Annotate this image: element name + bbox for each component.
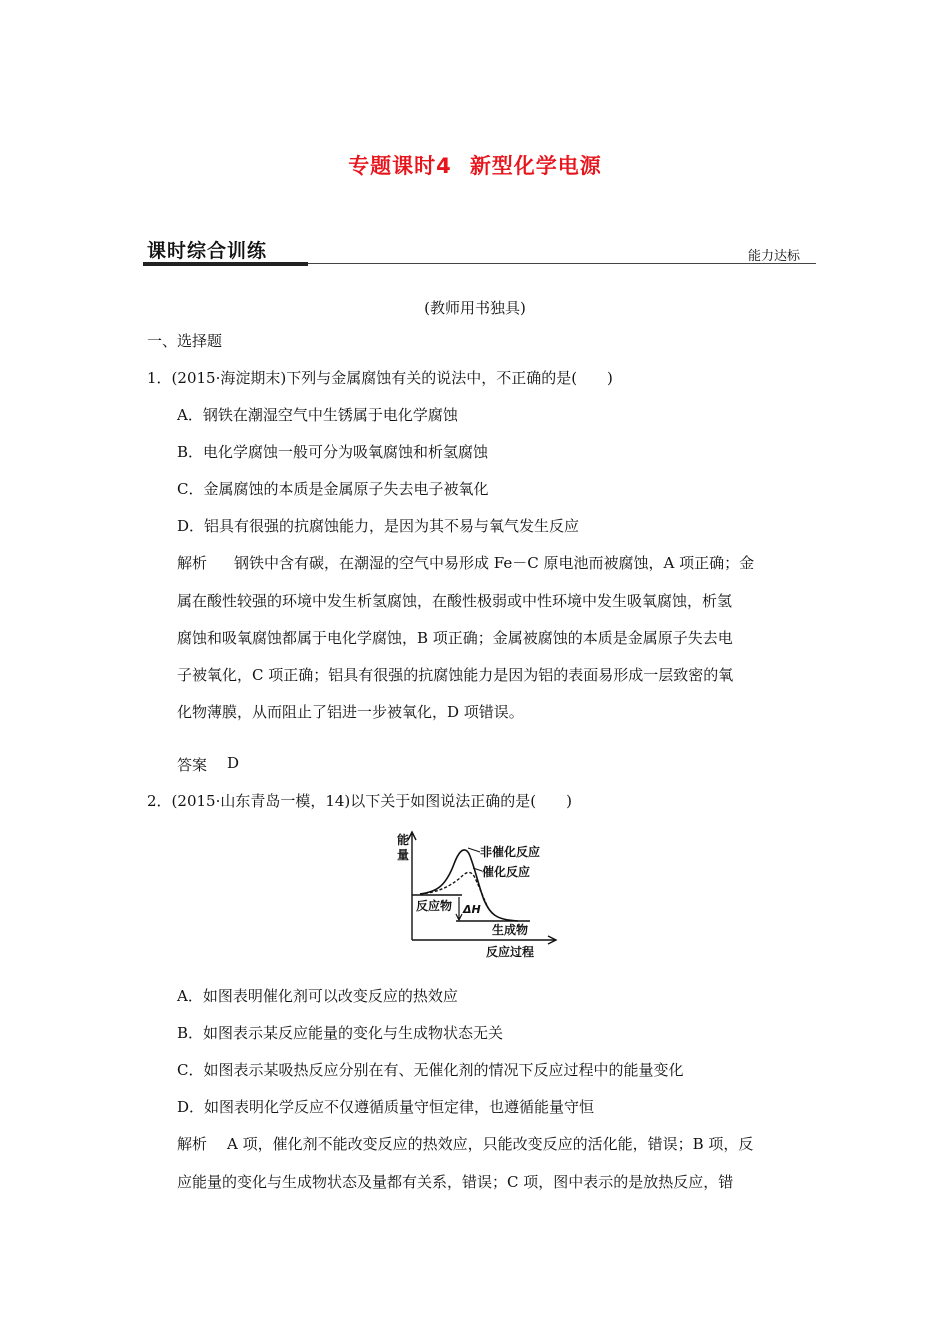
q1-analysis-line-1: 钢铁中含有碳，在潮湿的空气中易形成 Fe－C 原电池而被腐蚀，A 项正确；金 <box>234 554 755 572</box>
q1-analysis-label: 解析 <box>177 554 208 572</box>
q2-option-c: C．如图表示某吸热反应分别在有、无催化剂的情况下反应过程中的能量变化 <box>177 1061 684 1079</box>
reactant-label: 反应物 <box>416 899 453 913</box>
q1-analysis-line-2: 属在酸性较强的环境中发生析氢腐蚀，在酸性极弱或中性环境中发生吸氧腐蚀，析氢 <box>177 592 733 610</box>
section-rule-thin <box>308 263 816 264</box>
q2-option-b: B．如图表示某反应能量的变化与生成物状态无关 <box>177 1024 504 1042</box>
catalyzed-label: 催化反应 <box>482 865 531 879</box>
q1-analysis-line-5: 化物薄膜，从而阻止了铝进一步被氧化，D 项错误。 <box>177 703 524 721</box>
title-text: 新型化学电源 <box>469 154 602 178</box>
delta-h-label: ΔH <box>463 903 481 916</box>
product-label: 生成物 <box>492 923 529 937</box>
title-number: 专题课时4 <box>348 154 452 178</box>
q1-stem: 1．(2015·海淀期末)下列与金属腐蚀有关的说法中，不正确的是( ) <box>147 369 613 387</box>
q1-option-a: A．钢铁在潮湿空气中生锈属于电化学腐蚀 <box>177 406 458 424</box>
q2-stem: 2．(2015·山东青岛一模，14)以下关于如图说法正确的是( ) <box>147 792 572 810</box>
page-title <box>0 150 950 180</box>
x-axis-label: 反应过程 <box>486 945 535 959</box>
q2-option-a: A．如图表明催化剂可以改变反应的热效应 <box>177 987 458 1005</box>
q2-analysis-line-1: A 项，催化剂不能改变反应的热效应，只能改变反应的活化能，错误；B 项，反 <box>227 1135 754 1153</box>
y-axis-label-1: 能 <box>397 833 410 847</box>
q1-option-b: B．电化学腐蚀一般可分为吸氧腐蚀和析氢腐蚀 <box>177 443 489 461</box>
q1-option-d: D．铝具有很强的抗腐蚀能力，是因为其不易与氧气发生反应 <box>177 517 580 535</box>
part-heading: 一、选择题 <box>147 332 223 350</box>
q2-option-d: D．如图表明化学反应不仅遵循质量守恒定律，也遵循能量守恒 <box>177 1098 595 1116</box>
uncatalyzed-leader <box>468 848 480 852</box>
uncatalyzed-label: 非催化反应 <box>480 845 541 859</box>
q2-analysis-line-2: 应能量的变化与生成物状态及量都有关系，错误；C 项，图中表示的是放热反应，错 <box>177 1173 734 1191</box>
y-axis-label-2: 量 <box>397 848 410 862</box>
q1-analysis-line-3: 腐蚀和吸氧腐蚀都属于电化学腐蚀，B 项正确；金属被腐蚀的本质是金属原子失去电 <box>177 629 733 647</box>
q1-answer: D <box>227 754 240 772</box>
section-label-right: 能力达标 <box>748 249 801 264</box>
q2-analysis-label: 解析 <box>177 1135 208 1153</box>
q1-analysis-line-4: 子被氧化，C 项正确；铝具有很强的抗腐蚀能力是因为铝的表面易形成一层致密的氧 <box>177 666 734 684</box>
section-rule-thick <box>143 262 308 266</box>
teacher-note: (教师用书独具) <box>424 299 526 317</box>
energy-diagram <box>380 828 580 960</box>
q1-option-c: C．金属腐蚀的本质是金属原子失去电子被氧化 <box>177 480 489 498</box>
section-heading: 课时综合训练 <box>147 240 268 262</box>
q1-answer-label: 答案 <box>177 756 208 774</box>
